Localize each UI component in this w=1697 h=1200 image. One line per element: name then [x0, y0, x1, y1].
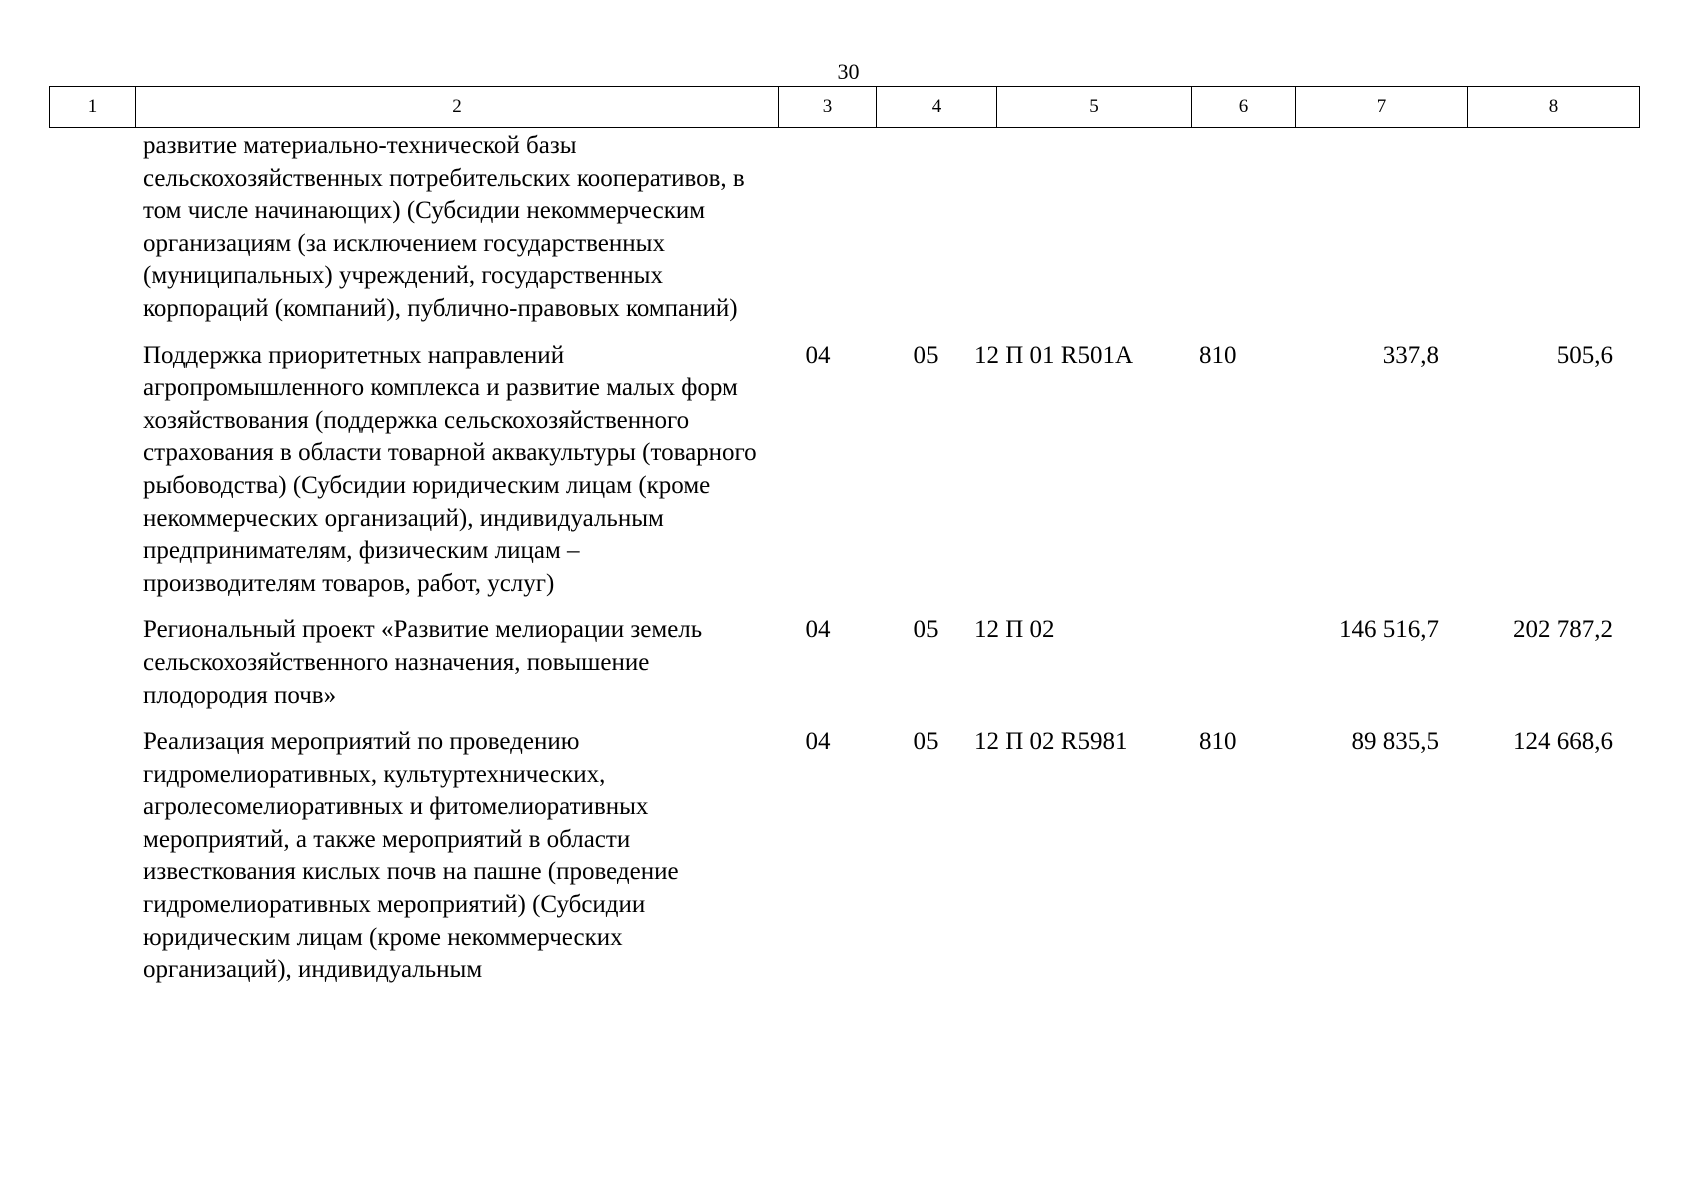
row-target: 12 П 02	[974, 616, 1055, 644]
row-section: 04	[805, 616, 831, 644]
row-expense-type: 810	[1199, 728, 1237, 756]
row-amount-1	[1273, 130, 1447, 340]
header-col-3: 3	[779, 87, 877, 128]
row-section	[758, 130, 878, 340]
row-name: развитие материально-технической базы сельскохозяйственных потребительских кооперативов, в том числе начинающих) (Субсидии некоммерческим организациям (за исключением государственных (муниципальных) учреждений, государственных корпораций (компаний), публично-правовых компаний)	[143, 132, 745, 322]
table-row	[49, 130, 1621, 340]
header-col-1: 1	[50, 87, 136, 128]
page-number: 30	[837, 59, 860, 84]
row-amount-2: 505,6	[1556, 341, 1613, 369]
row-target: 12 П 01 R501A	[974, 341, 1134, 369]
column-number-header	[49, 86, 1640, 128]
row-expense-type	[1169, 614, 1273, 726]
header-col-4: 4	[877, 87, 997, 128]
row-amount-1: 89 835,5	[1351, 728, 1439, 756]
row-section: 04	[805, 728, 831, 756]
table-row	[49, 614, 1621, 726]
row-amount-1: 146 516,7	[1339, 616, 1439, 644]
header-col-2: 2	[136, 87, 779, 128]
table-row	[49, 340, 1621, 615]
row-amount-2: 124 668,6	[1513, 728, 1613, 756]
table-row	[49, 726, 1621, 1001]
row-target: 12 П 02 R5981	[974, 728, 1128, 756]
row-section: 04	[805, 341, 831, 369]
row-name: Поддержка приоритетных направлений агропромышленного комплекса и развитие малых форм хозяйствования (поддержка сельскохозяйственного страхования в области товарной аквакультуры (товарного рыбоводства) (Субсидии юридическим лицам (кроме некоммерческих организаций), индивидуальным предпринимателям, физическим лицам – производителям товаров, работ, услуг)	[143, 341, 757, 597]
row-subsection	[878, 130, 974, 340]
row-amount-2: 202 787,2	[1513, 616, 1613, 644]
row-name: Реализация мероприятий по проведению гидромелиоративных, культуртехнических, агролесомелиоративных и фитомелиоративных мероприятий, а также мероприятий в области известкования кислых почв на пашне (проведение гидромелиоративных мероприятий) (Субсидии юридическим лицам (кроме некоммерческих организаций), индивидуальным	[143, 728, 679, 984]
header-col-5: 5	[997, 87, 1192, 128]
budget-table	[49, 130, 1621, 1001]
row-amount-2	[1447, 130, 1621, 340]
row-target	[974, 130, 1169, 340]
row-subsection: 05	[913, 616, 939, 644]
row-subsection: 05	[913, 728, 939, 756]
row-subsection: 05	[913, 341, 939, 369]
row-expense-type: 810	[1199, 341, 1237, 369]
header-col-6: 6	[1192, 87, 1296, 128]
header-col-7: 7	[1296, 87, 1468, 128]
header-col-8: 8	[1468, 87, 1640, 128]
row-amount-1: 337,8	[1382, 341, 1439, 369]
row-expense-type	[1169, 130, 1273, 340]
row-name: Региональный проект «Развитие мелиорации земель сельскохозяйственного назначения, повышение плодородия почв»	[143, 616, 703, 709]
